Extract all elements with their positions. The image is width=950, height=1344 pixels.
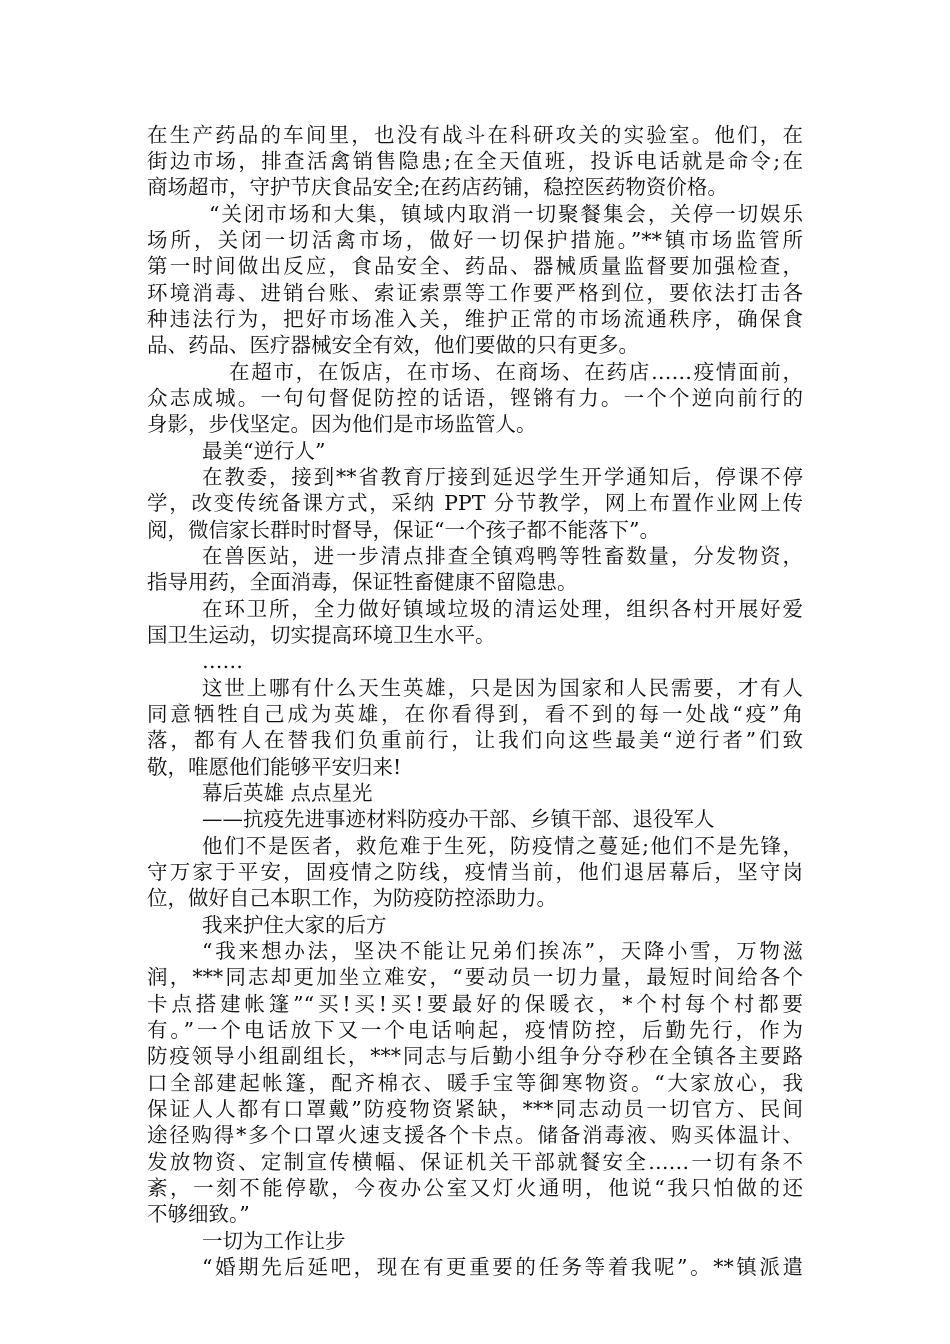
text-line: 润，***同志却更加坐立难安，“要动员一切力量，最短时间给各个 bbox=[147, 965, 803, 989]
text-line: 在教委，接到**省教育厅接到延迟学生开学通知后，停课不停 bbox=[202, 465, 803, 489]
text-line: 学，改变传统备课方式，采纳 PPT 分节教学，网上布置作业网上传 bbox=[147, 491, 803, 515]
section-heading: 一切为工作让步 bbox=[202, 1229, 346, 1253]
text-line: 这世上哪有什么天生英雄，只是因为国家和人民需要，才有人 bbox=[202, 676, 803, 700]
text-line: 口全部建起帐篷，配齐棉衣、暖手宝等御寒物资。“大家放心，我 bbox=[147, 1071, 803, 1095]
text-line: 指导用药，全面消毒，保证牲畜健康不留隐患。 bbox=[147, 570, 578, 594]
text-line: 紊，一刻不能停歇，今夜办公室又灯火通明，他说“我只怕做的还 bbox=[147, 1176, 803, 1200]
section-heading: 最美“逆行人” bbox=[202, 439, 326, 463]
text-line: 保证人人都有口罩戴”防疫物资紧缺，***同志动员一切官方、民间 bbox=[147, 1097, 803, 1121]
text-line: 防疫领导小组副组长，***同志与后勤小组争分夺秒在全镇各主要路 bbox=[147, 1044, 803, 1068]
text-line: “我来想办法，坚决不能让兄弟们挨冻”，天降小雪，万物滋 bbox=[202, 939, 803, 963]
text-line: 阅，微信家长群时时督导，保证“一个孩子都不能落下”。 bbox=[147, 518, 660, 542]
text-line: 环境消毒、进销台账、索证索票等工作要严格到位，要依法打击各 bbox=[147, 281, 803, 305]
section-heading: 我来护住大家的后方 bbox=[202, 913, 387, 937]
text-line: 同意牺牲自己成为英雄，在你看得到，看不到的每一处战“疫”角 bbox=[147, 702, 803, 726]
text-line: 在生产药品的车间里，也没有战斗在科研攻关的实验室。他们，在 bbox=[147, 123, 803, 147]
text-line: 守万家于平安，固疫情之防线，疫情当前，他们退居幕后，坚守岗 bbox=[147, 860, 803, 884]
text-line: 卡点搭建帐篷”“买!买!买!要最好的保暖衣，*个村每个村都要 bbox=[147, 992, 803, 1016]
text-line: 落，都有人在替我们负重前行，让我们向这些最美“逆行者”们致 bbox=[147, 728, 803, 752]
text-line: 街边市场，排查活禽销售隐患;在全天值班，投诉电话就是命令;在 bbox=[147, 149, 803, 173]
text-line: 种违法行为，把好市场准入关，维护正常的市场流通秩序，确保食 bbox=[147, 307, 803, 331]
text-line: 在超市，在饭店，在市场、在商场、在药店……疫情面前， bbox=[229, 360, 803, 384]
text-line: 身影，步伐坚定。因为他们是市场监管人。 bbox=[147, 412, 537, 436]
text-line: 发放物资、定制宣传横幅、保证机关干部就餐安全……一切有条不 bbox=[147, 1150, 803, 1174]
text-line: 敬，唯愿他们能够平安归来! bbox=[147, 755, 402, 779]
text-line: 在环卫所，全力做好镇域垃圾的清运处理，组织各村开展好爱 bbox=[202, 597, 803, 621]
text-line: “婚期先后延吧，现在有更重要的任务等着我呢”。**镇派遣 bbox=[202, 1255, 803, 1279]
text-line: 在兽医站，进一步清点排查全镇鸡鸭等牲畜数量，分发物资， bbox=[202, 544, 803, 568]
text-line: 不够细致。” bbox=[147, 1202, 250, 1226]
text-line: 位，做好自己本职工作，为防疫防控添助力。 bbox=[147, 886, 557, 910]
text-line: 场所，关闭一切活禽市场，做好一切保护措施。”**镇市场监管所 bbox=[147, 228, 803, 252]
text-line: 有。”一个电话放下又一个电话响起，疫情防控，后勤先行，作为 bbox=[147, 1018, 803, 1042]
section-subtitle: ——抗疫先进事迹材料防疫办干部、乡镇干部、退役军人 bbox=[202, 807, 715, 831]
section-heading: 幕后英雄 点点星光 bbox=[202, 781, 373, 805]
text-line: “关闭市场和大集，镇域内取消一切聚餐集会，关停一切娱乐 bbox=[209, 202, 803, 226]
text-line: 品、药品、医疗器械安全有效，他们要做的只有更多。 bbox=[147, 333, 639, 357]
ellipsis-line: …… bbox=[202, 649, 243, 673]
text-line: 第一时间做出反应，食品安全、药品、器械质量监督要加强检查， bbox=[147, 254, 803, 278]
text-line: 他们不是医者，救危难于生死，防疫情之蔓延;他们不是先锋， bbox=[202, 834, 803, 858]
text-line: 商场超市，守护节庆食品安全;在药店药铺，稳控医药物资价格。 bbox=[147, 175, 728, 199]
text-line: 国卫生运动，切实提高环境卫生水平。 bbox=[147, 623, 496, 647]
text-line: 众志成城。一句句督促防控的话语，铿锵有力。一个个逆向前行的 bbox=[147, 386, 803, 410]
text-line: 途径购得*多个口罩火速支援各个卡点。储备消毒液、购买体温计、 bbox=[147, 1123, 803, 1147]
